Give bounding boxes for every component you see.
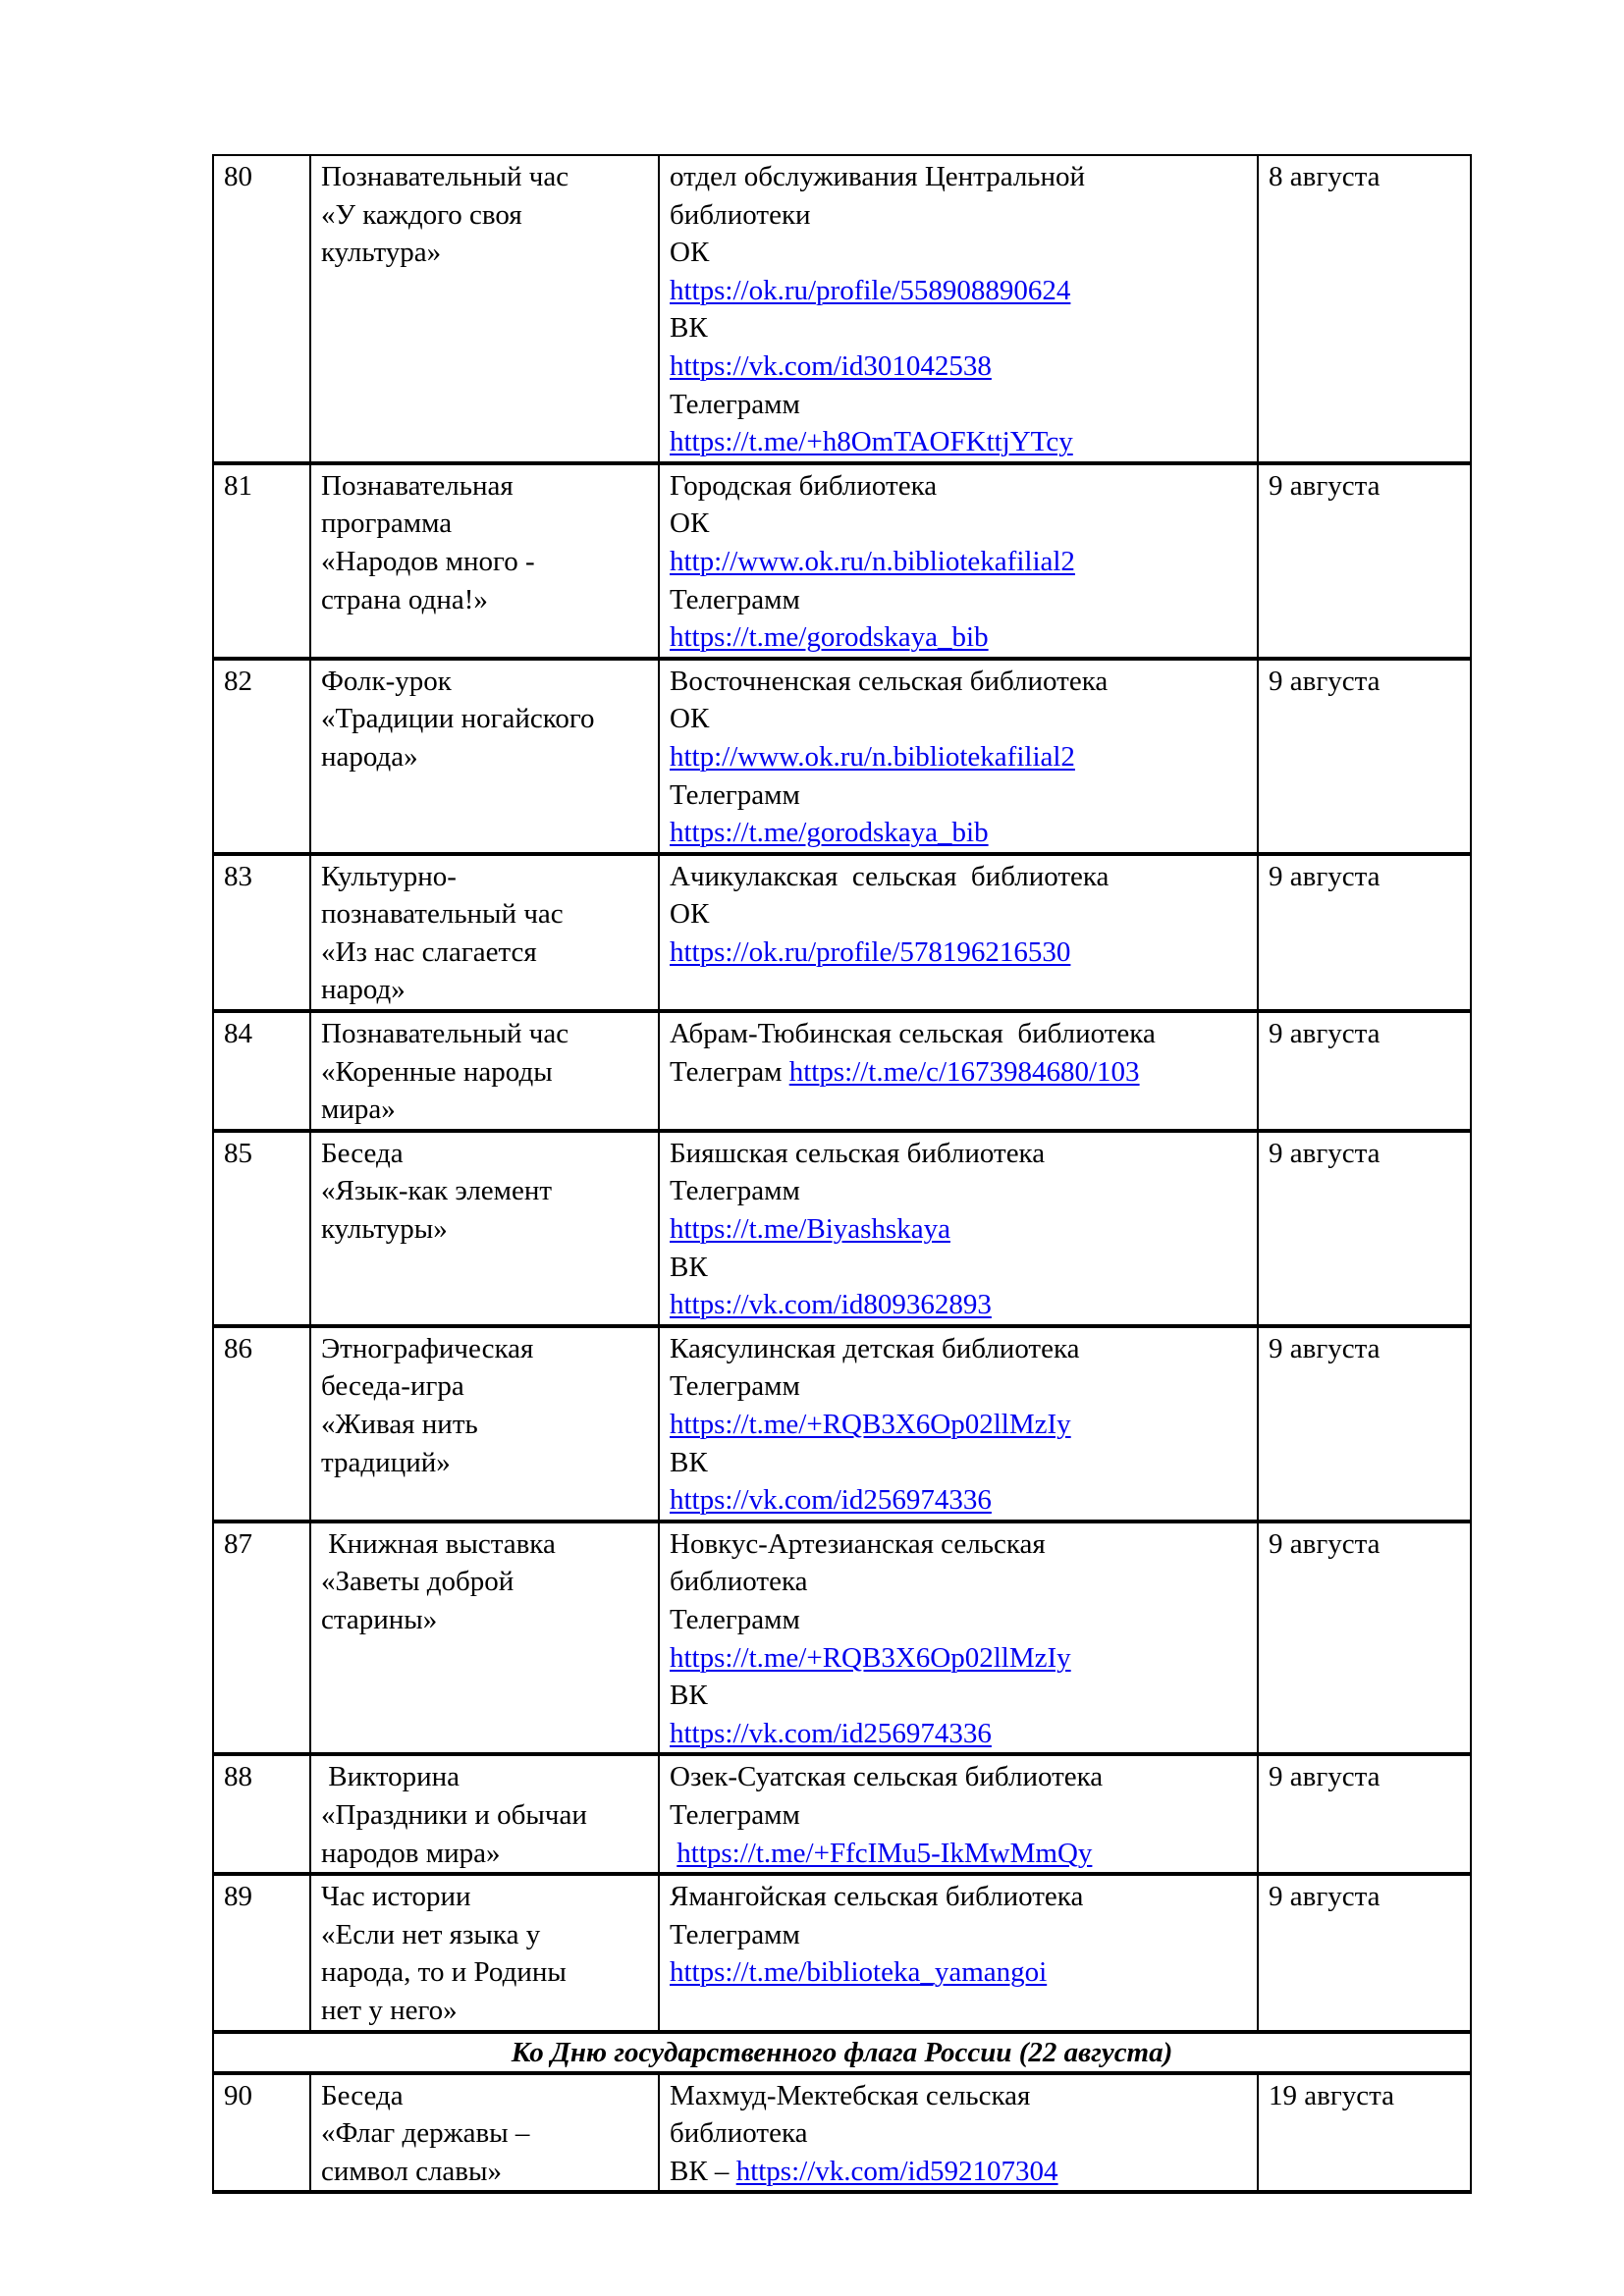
event-title-line: народа, то и Родины [321, 1956, 567, 1989]
event-title-line: беседа-игра [321, 1370, 464, 1403]
event-number-cell [213, 1874, 310, 2031]
venue-line: Городская библиотека [670, 469, 938, 502]
event-title-cell [310, 463, 659, 659]
event-date: 9 августа [1269, 1761, 1380, 1793]
venue-link-prefix: Телеграм [670, 1055, 789, 1088]
event-title-line: Книжная выставка [321, 1527, 556, 1560]
event-title-line: нет у него» [321, 1994, 458, 2026]
event-date-cell [1258, 1874, 1471, 2031]
event-date-cell [1258, 1131, 1471, 1326]
section-header-row [213, 2032, 1471, 2073]
social-link[interactable]: http://www.ok.ru/n.bibliotekafilial2 [670, 545, 1075, 577]
venue-line: ВК [670, 1251, 708, 1283]
venue-cell [659, 1754, 1258, 1874]
event-title-cell [310, 1326, 659, 1522]
event-title-line: Викторина [321, 1761, 460, 1793]
event-title-line: традиций» [321, 1446, 451, 1478]
event-date: 19 августа [1269, 2079, 1394, 2111]
event-date: 9 августа [1269, 1332, 1380, 1364]
event-title-line: «Праздники и обычаи [321, 1798, 587, 1831]
venue-line [670, 1053, 1247, 1092]
event-number-cell [213, 463, 310, 659]
venue-line: Телеграмм [670, 1603, 800, 1635]
social-link[interactable]: https://ok.ru/profile/558908890624 [670, 274, 1071, 306]
venue-line: Ямангойская сельская библиотека [670, 1881, 1084, 1913]
venue-line: Ачикулакская сельская библиотека [670, 860, 1110, 892]
event-title-line: программа [321, 507, 453, 540]
event-date-cell [1258, 854, 1471, 1011]
event-title-line: Этнографическая [321, 1332, 534, 1364]
venue-cell [659, 2073, 1258, 2193]
event-title-line: «Язык-как элемент [321, 1175, 553, 1207]
event-title-line: «У каждого своя [321, 198, 522, 231]
event-title-cell [310, 1754, 659, 1874]
event-title-line: «Коренные народы [321, 1055, 553, 1088]
event-title-line: «Флаг державы – [321, 2117, 530, 2150]
event-number-cell [213, 1131, 310, 1326]
venue-line: отдел обслуживания Центральной [670, 161, 1086, 192]
table-row [213, 1522, 1471, 1755]
social-link[interactable]: https://t.me/+h8OmTAOFKttjYTcy [670, 426, 1073, 458]
event-title-line: «Традиции ногайского [321, 703, 595, 735]
venue-line: Махмуд-Мектебская сельская [670, 2079, 1031, 2111]
event-number: 84 [224, 1018, 252, 1050]
venue-line: Восточненская сельская библиотека [670, 665, 1109, 697]
event-title-line: народ» [321, 974, 406, 1006]
event-title-line: народов мира» [321, 1837, 501, 1869]
venue-line: ОК [670, 898, 710, 931]
event-title-cell [310, 155, 659, 463]
event-date: 8 августа [1269, 161, 1380, 192]
venue-line: библиотека [670, 1566, 808, 1598]
event-date: 9 августа [1269, 665, 1380, 697]
event-title-cell [310, 1522, 659, 1755]
event-title-line: «Живая нить [321, 1409, 478, 1440]
event-title-line: Познавательная [321, 469, 514, 502]
event-number-cell [213, 854, 310, 1011]
event-title-line: старины» [321, 1603, 438, 1635]
venue-line [670, 543, 1247, 581]
event-title-line: Час истории [321, 1881, 471, 1913]
event-date: 9 августа [1269, 860, 1380, 892]
event-number: 83 [224, 860, 252, 892]
venue-line: Каясулинская детская библиотека [670, 1332, 1080, 1364]
table-row [213, 1131, 1471, 1326]
venue-line: ОК [670, 507, 710, 540]
event-title-cell [310, 659, 659, 854]
venue-line [670, 272, 1247, 310]
event-number: 88 [224, 1761, 252, 1793]
venue-line [670, 347, 1247, 386]
table-row [213, 1011, 1471, 1131]
event-number-cell [213, 1522, 310, 1755]
social-link[interactable]: https://vk.com/id809362893 [670, 1289, 992, 1321]
social-link[interactable]: https://ok.ru/profile/578196216530 [670, 935, 1071, 968]
table-row [213, 155, 1471, 463]
social-link[interactable]: https://vk.com/id256974336 [670, 1717, 992, 1749]
social-link[interactable]: https://t.me/biblioteka_yamangoi [670, 1956, 1048, 1989]
event-number-cell [213, 659, 310, 854]
venue-line: Телеграмм [670, 778, 800, 811]
event-title-line: Беседа [321, 2079, 404, 2111]
event-title-cell [310, 1131, 659, 1326]
event-number: 81 [224, 469, 252, 502]
event-date-cell [1258, 2073, 1471, 2193]
event-number: 90 [224, 2079, 252, 2111]
table-row [213, 659, 1471, 854]
venue-line [670, 934, 1247, 972]
event-title-cell [310, 2073, 659, 2193]
event-number-cell [213, 1326, 310, 1522]
venue-line: ОК [670, 237, 710, 269]
social-link[interactable]: https://t.me/gorodskaya_bib [670, 621, 989, 654]
event-number-cell [213, 155, 310, 463]
venue-cell [659, 1326, 1258, 1522]
event-title-line: «Заветы доброй [321, 1566, 514, 1598]
event-date-cell [1258, 463, 1471, 659]
venue-line [670, 1210, 1247, 1249]
venue-line [670, 1835, 1247, 1873]
venue-cell [659, 463, 1258, 659]
event-number-cell [213, 1011, 310, 1131]
venue-line [670, 814, 1247, 852]
event-title-line: познавательный час [321, 898, 564, 931]
event-date-cell [1258, 1754, 1471, 1874]
event-title-line: мира» [321, 1094, 396, 1126]
venue-line [670, 1953, 1247, 1992]
event-title-line: символ славы» [321, 2155, 502, 2187]
events-table-body [213, 155, 1471, 2192]
venue-cell [659, 659, 1258, 854]
venue-line [670, 1406, 1247, 1444]
venue-line: Телеграмм [670, 1798, 800, 1831]
social-link[interactable]: https://vk.com/id256974336 [670, 1484, 992, 1517]
event-date-cell [1258, 1326, 1471, 1522]
venue-cell [659, 1522, 1258, 1755]
event-date-cell [1258, 155, 1471, 463]
venue-line: библиотека [670, 2117, 808, 2150]
event-date: 9 августа [1269, 1527, 1380, 1560]
venue-line: ОК [670, 703, 710, 735]
event-number: 82 [224, 665, 252, 697]
event-title-cell [310, 854, 659, 1011]
event-date: 9 августа [1269, 1137, 1380, 1169]
event-date-cell [1258, 659, 1471, 854]
event-date: 9 августа [1269, 1018, 1380, 1050]
event-title-cell [310, 1011, 659, 1131]
venue-line: Телеграмм [670, 388, 800, 420]
venue-cell [659, 1011, 1258, 1131]
venue-cell [659, 155, 1258, 463]
venue-line [670, 1286, 1247, 1324]
event-number-cell [213, 2073, 310, 2193]
event-date-cell [1258, 1522, 1471, 1755]
table-row [213, 1326, 1471, 1522]
social-link[interactable]: https://t.me/+RQB3X6Op02llMzIy [670, 1641, 1071, 1674]
venue-line [670, 2153, 1247, 2191]
event-title-line: Беседа [321, 1137, 404, 1169]
event-title-line: Фолк-урок [321, 665, 452, 697]
venue-line: Телеграмм [670, 1175, 800, 1207]
venue-line: Новкус-Артезианская сельская [670, 1527, 1046, 1560]
table-row [213, 463, 1471, 659]
venue-line: Телеграмм [670, 583, 800, 615]
event-number-cell [213, 1754, 310, 1874]
event-title-line: культуры» [321, 1213, 448, 1246]
event-title-line: «Народов много - [321, 545, 535, 577]
event-number: 86 [224, 1332, 252, 1364]
table-row [213, 2073, 1471, 2193]
social-link[interactable]: https://t.me/Biyashskaya [670, 1213, 950, 1246]
events-table [212, 154, 1472, 2194]
venue-line [670, 618, 1247, 657]
table-row [213, 1754, 1471, 1874]
social-link[interactable]: https://vk.com/id592107304 [735, 2155, 1058, 2187]
section-header: Ко Дню государственного флага России (22 августа) [213, 2032, 1471, 2073]
venue-cell [659, 1131, 1258, 1326]
table-row [213, 854, 1471, 1011]
event-number: 87 [224, 1527, 252, 1560]
venue-line [670, 738, 1247, 776]
venue-line: ВК [670, 1680, 708, 1712]
venue-line: ВК [670, 312, 708, 345]
social-link[interactable]: https://t.me/gorodskaya_bib [670, 817, 989, 849]
event-number: 89 [224, 1881, 252, 1913]
event-title-line: страна одна!» [321, 583, 488, 615]
venue-line [670, 1481, 1247, 1520]
social-link[interactable]: http://www.ok.ru/n.bibliotekafilial2 [670, 740, 1075, 773]
event-title-line: народа» [321, 740, 418, 773]
table-row [213, 1874, 1471, 2031]
venue-line: Телеграмм [670, 1918, 800, 1950]
venue-line: ВК [670, 1446, 708, 1478]
event-title-line: культура» [321, 237, 442, 269]
venue-line: библиотеки [670, 198, 811, 231]
social-link[interactable]: https://t.me/+RQB3X6Op02llMzIy [670, 1409, 1071, 1440]
event-title-line: Познавательный час [321, 1018, 569, 1050]
event-title-line: «Если нет языка у [321, 1918, 541, 1950]
social-link[interactable]: https://t.me/c/1673984680/103 [788, 1055, 1140, 1088]
venue-line [670, 1639, 1247, 1678]
venue-link-prefix: ВК – [670, 2155, 736, 2187]
event-number: 85 [224, 1137, 252, 1169]
event-title-line: «Из нас слагается [321, 935, 537, 968]
event-title-line: Культурно- [321, 860, 457, 892]
venue-cell [659, 1874, 1258, 2031]
social-link[interactable]: https://vk.com/id301042538 [670, 349, 992, 382]
event-date: 9 августа [1269, 1881, 1380, 1913]
event-number: 80 [224, 161, 252, 192]
venue-line [670, 1715, 1247, 1753]
event-date: 9 августа [1269, 469, 1380, 502]
venue-cell [659, 854, 1258, 1011]
venue-line [670, 423, 1247, 461]
event-date-cell [1258, 1011, 1471, 1131]
venue-line: Телеграмм [670, 1370, 800, 1403]
venue-line: Озек-Суатская сельская библиотека [670, 1761, 1104, 1793]
event-title-line: Познавательный час [321, 161, 569, 192]
venue-line: Абрам-Тюбинская сельская библиотека [670, 1018, 1156, 1050]
social-link[interactable]: https://t.me/+FfcIMu5-IkMwMmQy [677, 1837, 1093, 1869]
venue-line: Бияшская сельская библиотека [670, 1137, 1046, 1169]
event-title-cell [310, 1874, 659, 2031]
